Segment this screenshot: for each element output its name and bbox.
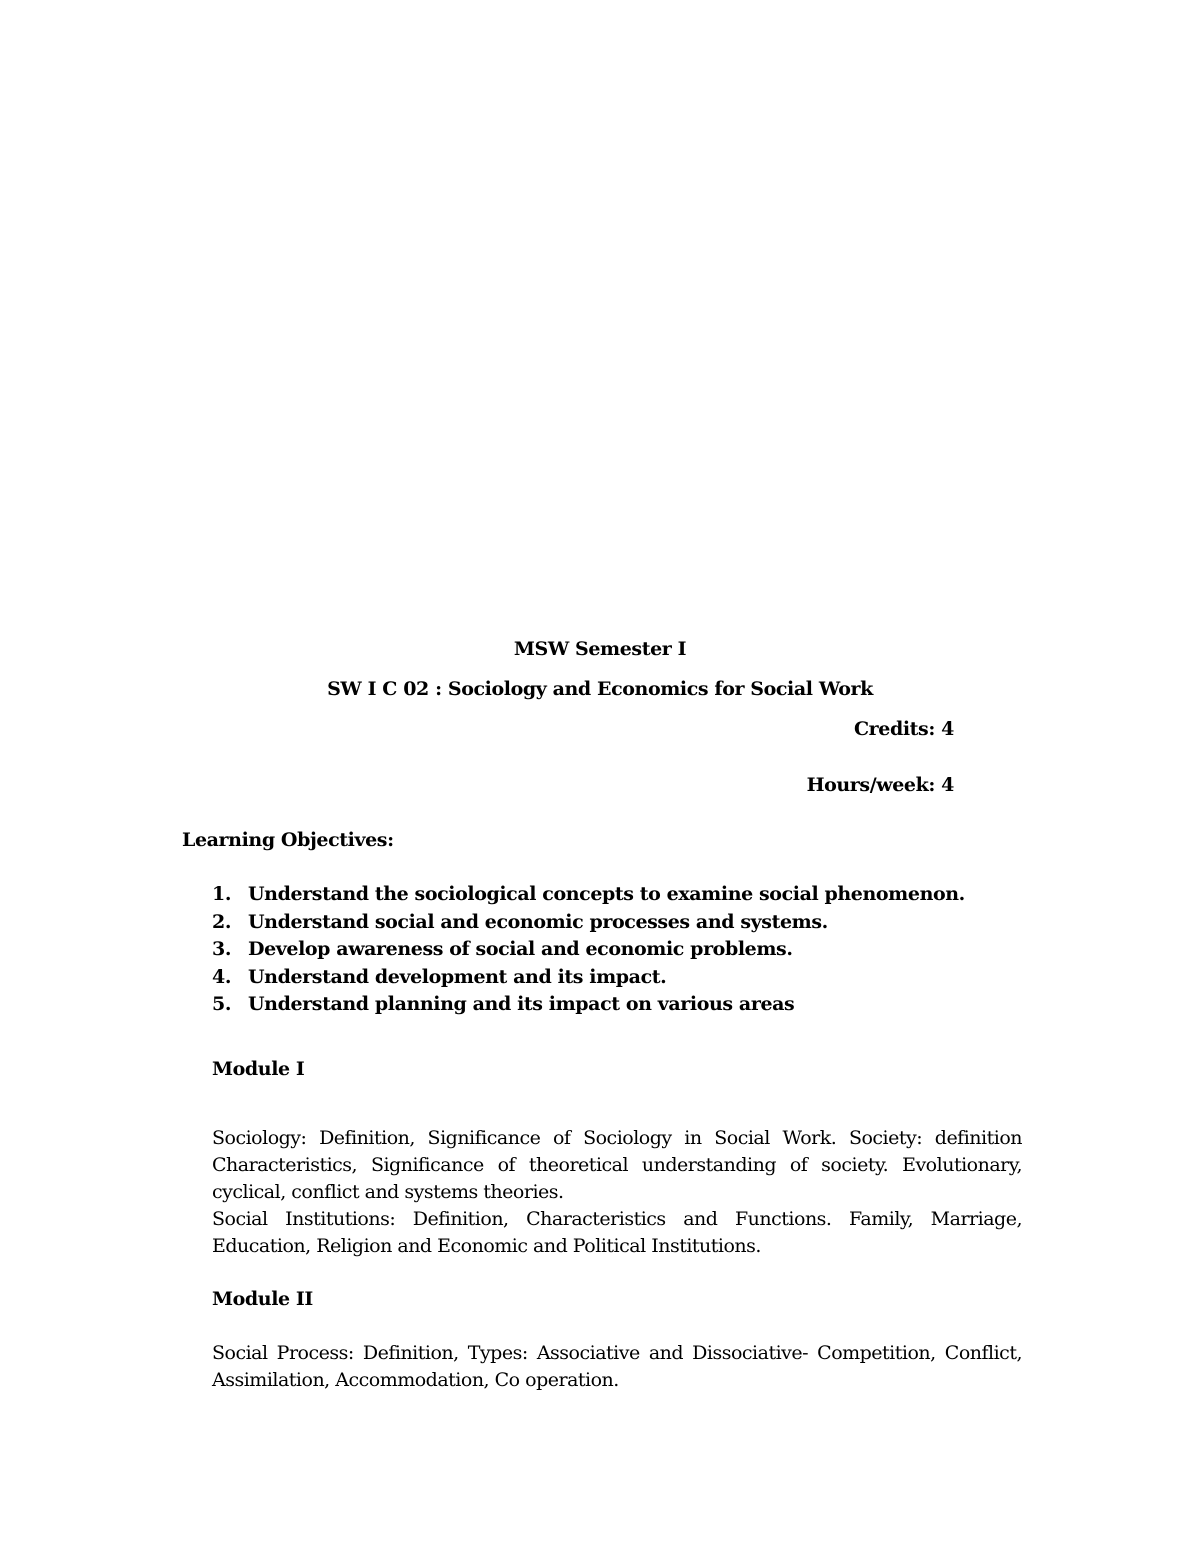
list-item bbox=[212, 909, 965, 937]
list-item-text: Understand social and economic processes and systems. bbox=[248, 910, 828, 933]
course-title: SW I C 02 : Sociology and Economics for Social Work bbox=[327, 678, 873, 700]
learning-objectives-heading: Learning Objectives: bbox=[182, 829, 394, 851]
credits-label: Credits: 4 bbox=[853, 718, 954, 740]
list-item-text: Understand planning and its impact on various areas bbox=[248, 993, 795, 1015]
hours-per-week-label: Hours/week: 4 bbox=[806, 774, 954, 796]
list-item-text: Develop awareness of social and economic problems. bbox=[248, 938, 793, 960]
list-item bbox=[212, 991, 965, 1019]
module-1-paragraph-sociology: Sociology: Definition, Significance of Sociology in Social Work. Society: definition Characteristics, Significance of theoretical understanding of society. Evolutionary, cyclical, conflict and systems theories. bbox=[212, 1127, 1022, 1203]
learning-objectives-list bbox=[212, 881, 965, 1019]
list-item-number: 5. bbox=[212, 993, 232, 1015]
list-item-text: Understand development and its impact. bbox=[248, 965, 667, 988]
list-item bbox=[212, 936, 965, 964]
list-item bbox=[212, 881, 965, 909]
list-item-number: 2. bbox=[212, 910, 232, 933]
list-item bbox=[212, 964, 965, 992]
list-item-number: 3. bbox=[212, 938, 232, 960]
list-item-number: 1. bbox=[212, 883, 232, 905]
module-1-heading: Module I bbox=[212, 1058, 305, 1080]
module-2-heading: Module II bbox=[212, 1288, 313, 1310]
module-1-paragraph-institutions: Social Institutions: Definition, Characteristics and Functions. Family, Marriage, Education, Religion and Economic and Political Institutions. bbox=[212, 1208, 1022, 1257]
list-item-number: 4. bbox=[212, 965, 232, 988]
semester-title: MSW Semester I bbox=[513, 638, 687, 660]
list-item-text: Understand the sociological concepts to examine social phenomenon. bbox=[248, 883, 965, 905]
module-2-paragraph-social-process: Social Process: Definition, Types: Associative and Dissociative- Competition, Conflict, Assimilation, Accommodation, Co operation. bbox=[212, 1342, 1022, 1391]
